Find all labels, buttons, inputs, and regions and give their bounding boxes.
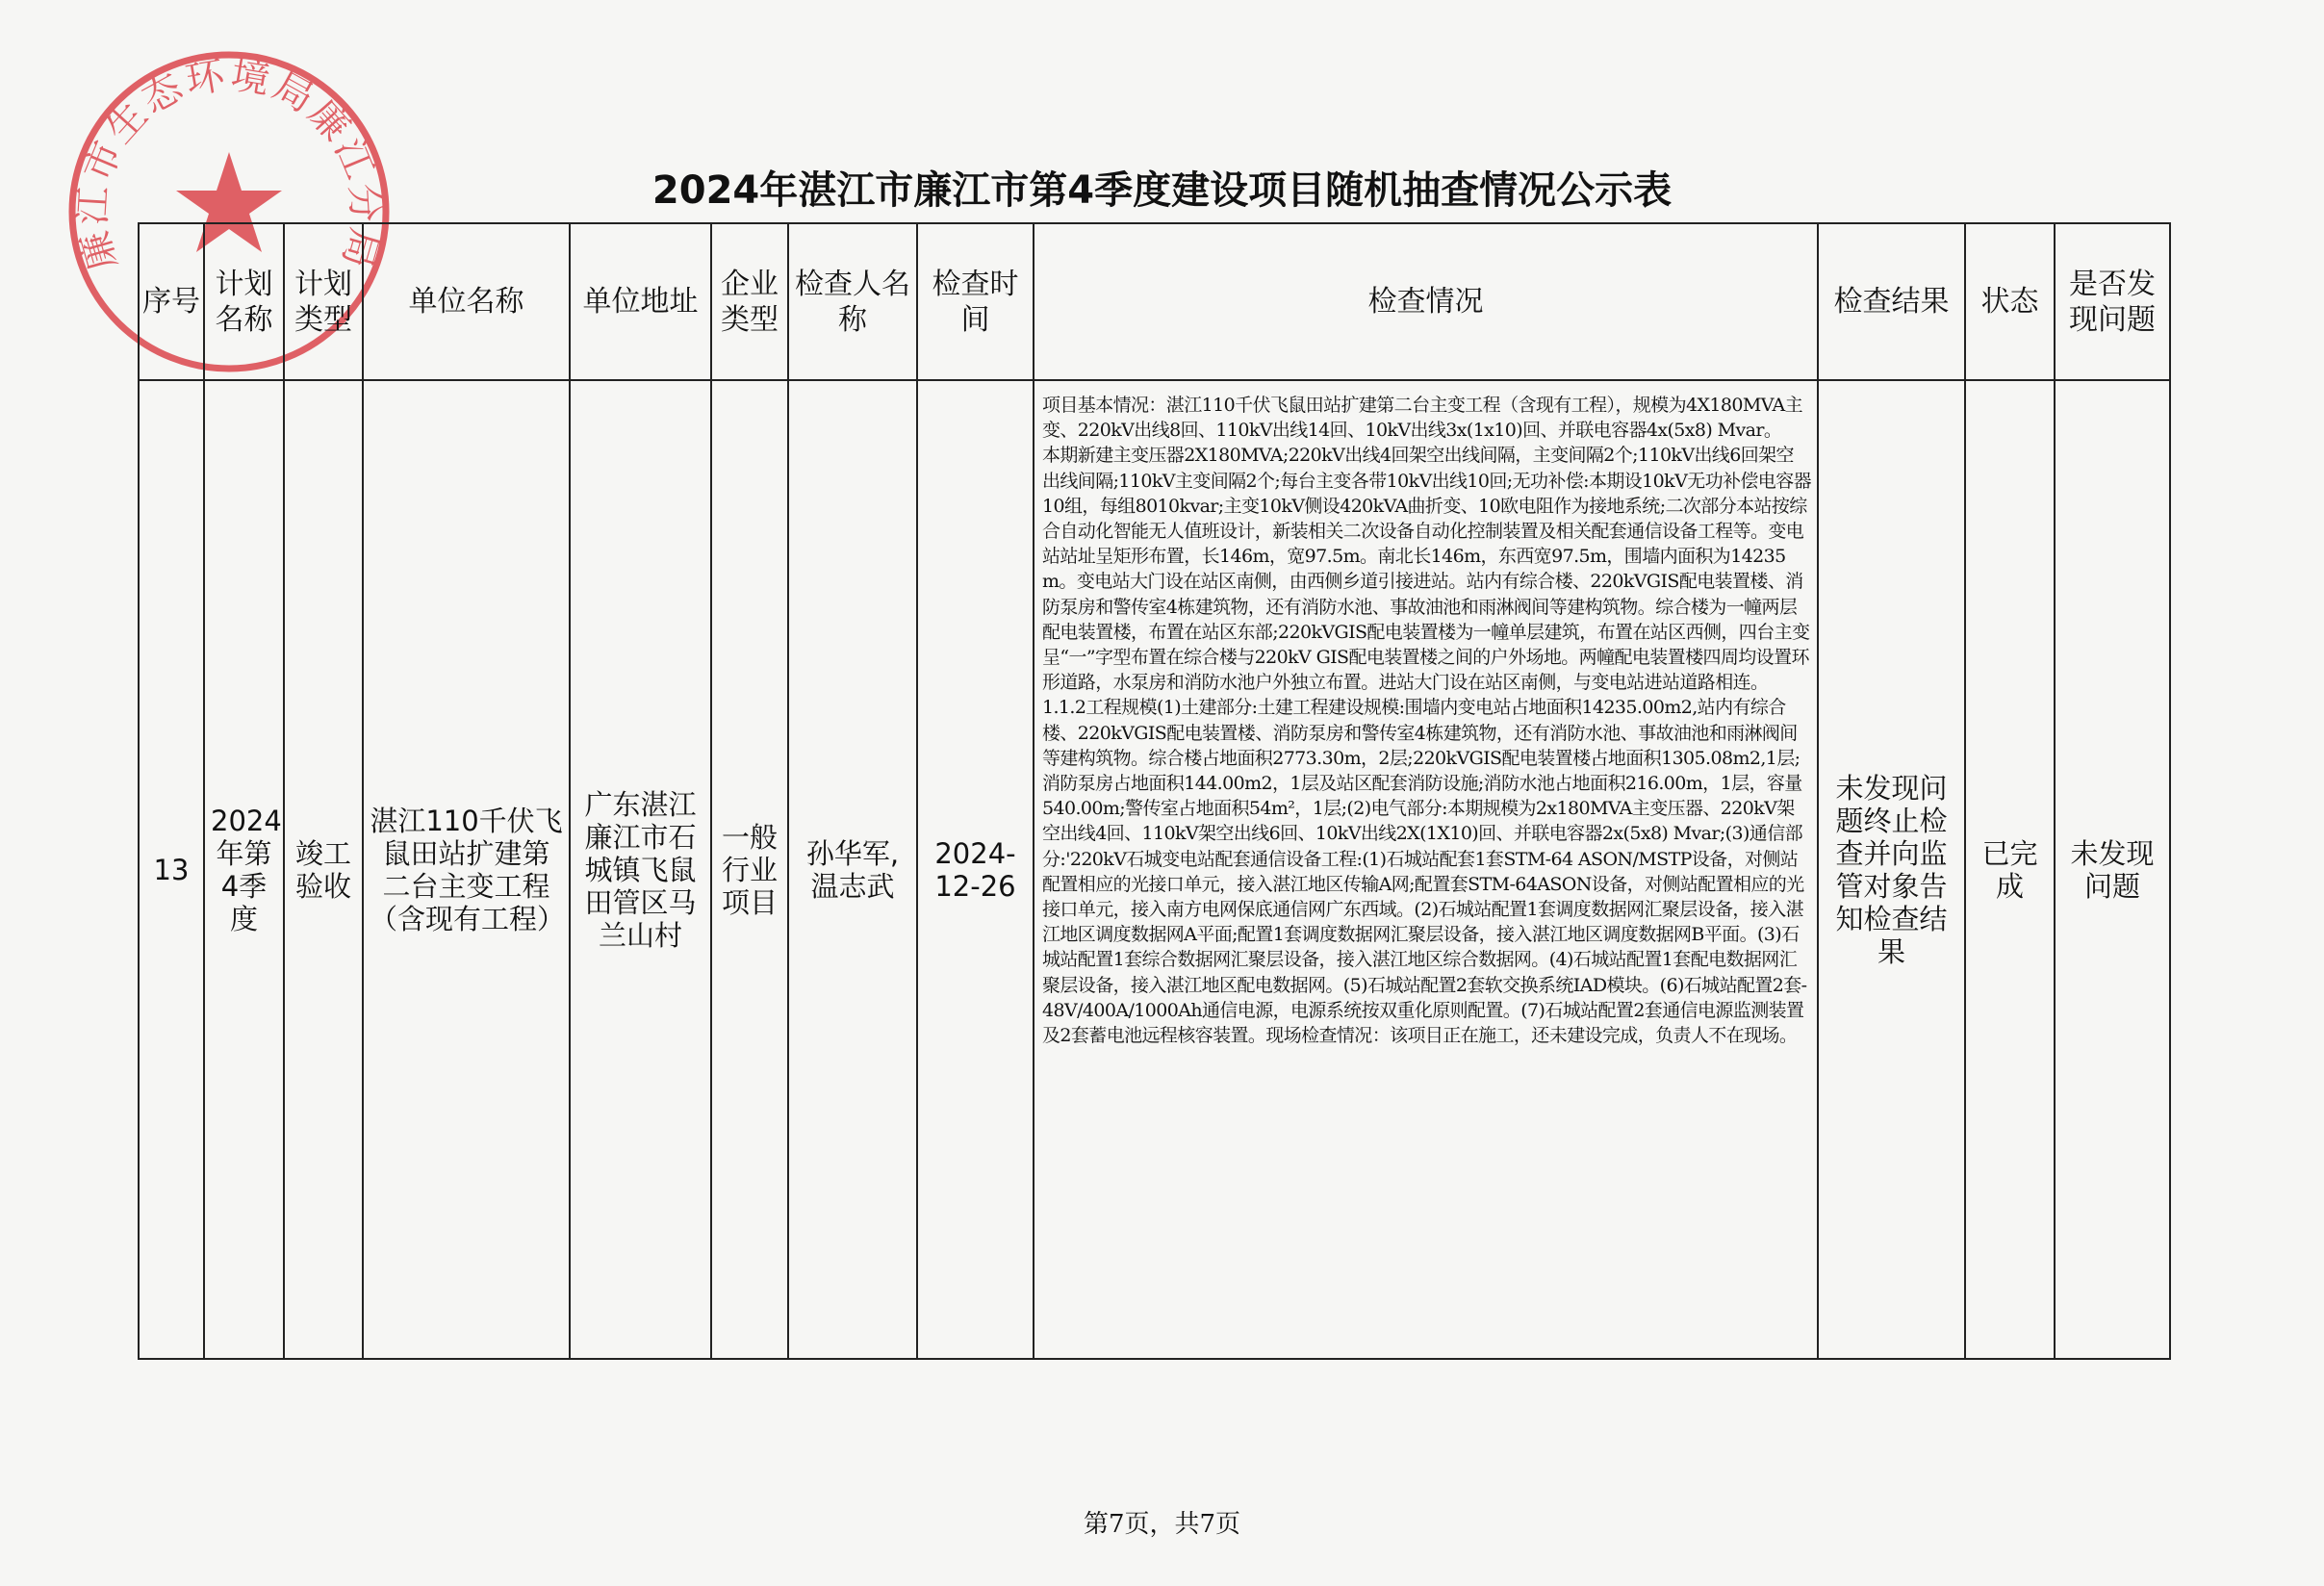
header-inspectors: 检查人名称 — [788, 223, 917, 380]
cell-unit-address: 广东湛江廉江市石城镇飞鼠田管区马兰山村 — [570, 380, 711, 1359]
header-inspection-date: 检查时间 — [917, 223, 1034, 380]
header-problem-found: 是否发现问题 — [2055, 223, 2170, 380]
page-title: 2024年湛江市廉江市第4季度建设项目随机抽查情况公示表 — [651, 168, 1673, 213]
header-seq: 序号 — [139, 223, 204, 380]
inspection-table — [138, 222, 2171, 1360]
cell-unit-name: 湛江110千伏飞鼠田站扩建第二台主变工程（含现有工程） — [363, 380, 570, 1359]
cell-enterprise-type: 一般行业项目 — [711, 380, 788, 1359]
cell-status: 已完成 — [1965, 380, 2055, 1359]
header-details: 检查情况 — [1034, 223, 1818, 380]
table-header-row — [139, 223, 2170, 380]
header-status: 状态 — [1965, 223, 2055, 380]
header-result: 检查结果 — [1818, 223, 1965, 380]
header-plan-name: 计划名称 — [204, 223, 284, 380]
page-footer: 第7页，共7页 — [1083, 1510, 1241, 1539]
header-enterprise-type: 企业类型 — [711, 223, 788, 380]
header-unit-address: 单位地址 — [570, 223, 711, 380]
cell-problem-found: 未发现问题 — [2055, 380, 2170, 1359]
cell-inspection-date: 2024-12-26 — [917, 380, 1034, 1359]
seal-text: 廉江市生态环境局廉江分局 — [70, 53, 388, 276]
cell-plan-name: 2024年第4季度 — [204, 380, 284, 1359]
cell-result: 未发现问题终止检查并向监管对象告知检查结果 — [1818, 380, 1965, 1359]
cell-details: 项目基本情况：湛江110千伏飞鼠田站扩建第二台主变工程（含现有工程），规模为4X180MVA主变、220kV出线8回、110kV出线14回、10kV出线3x(1x10)回、并联电容器4x(5x8) Mvar。 本期新建主变压器2X180MVA;220kV出线4回架空出线间隔，主变间隔2个;110kV出线6回架空出线间隔;110kV主变间隔2个;每台主变各带10kV出线10回;无功补偿:本期设10kV无功补偿电容器10组，每组8010kvar;主变10kV侧设420kVA曲折变、10欧电阻作为接地系统;二次部分本站按综合自动化智能无人值班设计，新装相关二次设备自动化控制装置及相关配套通信设备工程等。变电站站址呈矩形布置，长146m，宽97.5m。南北长146m，东西宽97.5m，围墙内面积为14235m。变电站大门设在站区南侧，由西侧乡道引接进站。站内有综合楼、220kVGIS配电装置楼、消防泵房和警传室4栋建筑物，还有消防水池、事故油池和雨淋阀间等建构筑物。综合楼为一幢两层配电装置楼，布置在站区东部;220kVGIS配电装置楼为一幢单层建筑，布置在站区西侧，四台主变呈“一”字型布置在综合楼与220kV GIS配电装置楼之间的户外场地。两幢配电装置楼四周均设置环形道路，水泵房和消防水池户外独立布置。进站大门设在站区南侧，与变电站进站道路相连。 1.1.2工程规模(1)土建部分:土建工程建设规模:围墙内变电站占地面积14235.00m2,站内有综合楼、220kVGIS配电装置楼、消防泵房和警传室4栋建筑物，还有消防水池、事故油池和雨淋阀间等建构筑物。综合楼占地面积2773.30m，2层;220kVGIS配电装置楼占地面积1305.08m2,1层;消防泵房占地面积144.00m2，1层及站区配套消防设施;消防水池占地面积216.00m，1层，容量540.00m;警传室占地面积54m²，1层;(2)电气部分:本期规模为2x180MVA主变压器、220kV架空出线4回、110kV架空出线6回、10kV出线2X(1X10)回、并联电容器2x(5x8) Mvar;(3)通信部分:'220kV石城变电站配套通信设备工程:(1)石城站配套1套STM-64 ASON/MSTP设备，对侧站配置相应的光接口单元，接入湛江地区传输A网;配置套STM-64ASON设备，对侧站配置相应的光接口单元，接入南方电网保底通信网广东西域。(2)石城站配置1套调度数据网汇聚层设备，接入湛江地区调度数据网A平面;配置1套调度数据网汇聚层设备，接入湛江地区调度数据网B平面。(3)石城站配置1套综合数据网汇聚层设备，接入湛江地区综合数据网。(4)石城站配置1套配电数据网汇聚层设备，接入湛江地区配电数据网。(5)石城站配置2套软交换系统IAD模块。(6)石城站配置2套-48V/400A/1000Ah通信电源，电源系统按双重化原则配置。(7)石城站配置2套通信电源监测装置及2套蓄电池远程核容装置。现场检查情况：该项目正在施工，还未建设完成，负责人不在现场。 — [1034, 380, 1818, 1359]
cell-plan-type: 竣工验收 — [284, 380, 363, 1359]
header-plan-type: 计划类型 — [284, 223, 363, 380]
cell-inspectors: 孙华军,温志武 — [788, 380, 917, 1359]
cell-seq: 13 — [139, 380, 204, 1359]
header-unit-name: 单位名称 — [363, 223, 570, 380]
table-row — [139, 380, 2170, 1359]
